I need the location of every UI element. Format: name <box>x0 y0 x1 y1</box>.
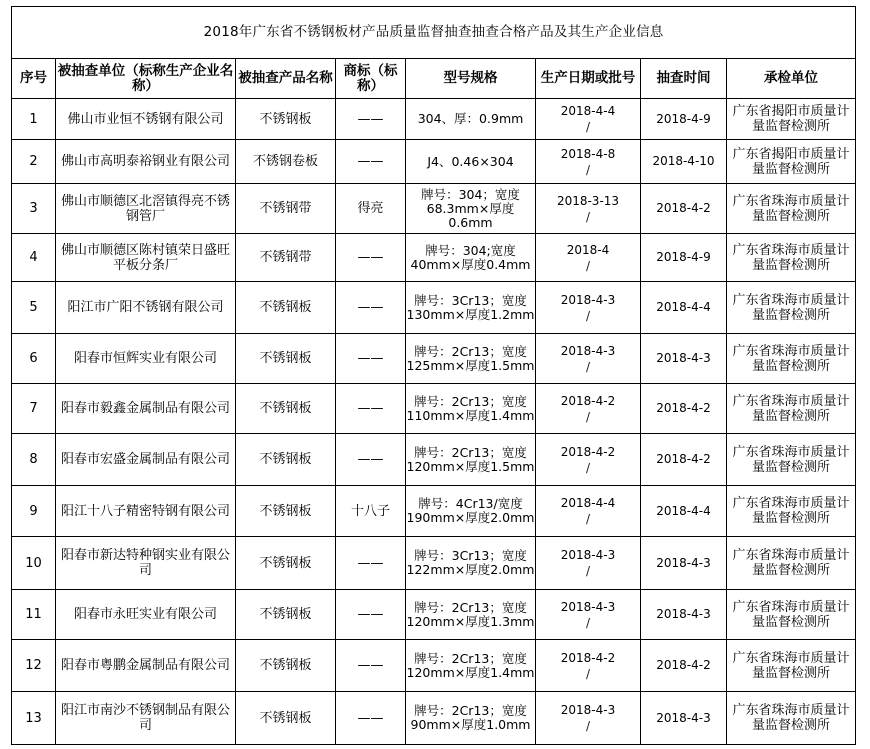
cell-no: 7 <box>12 384 56 434</box>
cell-org: 广东省珠海市质量计量监督检测所 <box>727 234 856 282</box>
cell-product: 不锈钢带 <box>236 234 336 282</box>
cell-brand: —— <box>336 590 406 640</box>
prod-date-value: 2018-4-4 <box>560 104 616 118</box>
prod-date-value: 2018-4-3 <box>560 703 616 717</box>
cell-no: 1 <box>12 99 56 140</box>
cell-product: 不锈钢板 <box>236 640 336 692</box>
header-check-date: 抽查时间 <box>641 59 727 99</box>
cell-no: 13 <box>12 692 56 745</box>
cell-check-date: 2018-4-9 <box>641 234 727 282</box>
cell-org: 广东省珠海市质量计量监督检测所 <box>727 692 856 745</box>
batch-separator: / <box>585 308 591 323</box>
cell-check-date: 2018-4-2 <box>641 434 727 486</box>
table-title: 2018年广东省不锈钢板材产品质量监督抽查抽查合格产品及其生产企业信息 <box>12 7 856 59</box>
cell-prod-date <box>536 99 641 140</box>
cell-org: 广东省揭阳市质量计量监督检测所 <box>727 99 856 140</box>
cell-unit: 佛山市顺德区陈村镇荣日盛旺平板分条厂 <box>56 234 236 282</box>
cell-check-date: 2018-4-2 <box>641 184 727 234</box>
prod-date-value: 2018-3-13 <box>556 193 620 208</box>
cell-unit: 阳江市广阳不锈钢有限公司 <box>56 282 236 334</box>
table-row <box>12 434 856 486</box>
results-table <box>11 6 856 745</box>
cell-check-date: 2018-4-3 <box>641 537 727 590</box>
cell-prod-date <box>536 140 641 184</box>
cell-prod-date <box>536 486 641 537</box>
header-prod-date: 生产日期或批号 <box>536 59 641 99</box>
cell-no: 8 <box>12 434 56 486</box>
prod-date-value: 2018-4-3 <box>560 343 616 358</box>
cell-product: 不锈钢板 <box>236 486 336 537</box>
header-spec: 型号规格 <box>406 59 536 99</box>
cell-product: 不锈钢板 <box>236 384 336 434</box>
cell-org: 广东省珠海市质量计量监督检测所 <box>727 184 856 234</box>
cell-org: 广东省珠海市质量计量监督检测所 <box>727 486 856 537</box>
cell-spec: 牌号：2Cr13；宽度120mm×厚度1.4mm <box>406 640 536 692</box>
header-org: 承检单位 <box>727 59 856 99</box>
cell-product: 不锈钢板 <box>236 334 336 384</box>
prod-date-value: 2018-4-2 <box>560 650 616 665</box>
table-row <box>12 334 856 384</box>
cell-spec: 牌号：2Cr13；宽度110mm×厚度1.4mm <box>406 384 536 434</box>
cell-brand: —— <box>336 282 406 334</box>
cell-org: 广东省揭阳市质量计量监督检测所 <box>727 140 856 184</box>
batch-separator: / <box>585 615 591 630</box>
table-row <box>12 99 856 140</box>
cell-check-date: 2018-4-4 <box>641 486 727 537</box>
table-row <box>12 184 856 234</box>
cell-spec: 牌号：2Cr13；宽度120mm×厚度1.5mm <box>406 434 536 486</box>
cell-product: 不锈钢板 <box>236 282 336 334</box>
cell-check-date: 2018-4-9 <box>641 99 727 140</box>
cell-spec: 牌号：304；宽度68.3mm×厚度0.6mm <box>406 184 536 234</box>
cell-unit: 佛山市业恒不锈钢有限公司 <box>56 99 236 140</box>
cell-unit: 阳春市永旺实业有限公司 <box>56 590 236 640</box>
cell-no: 11 <box>12 590 56 640</box>
cell-no: 10 <box>12 537 56 590</box>
cell-brand: —— <box>336 537 406 590</box>
prod-date-value: 2018-4-3 <box>560 292 616 307</box>
cell-prod-date <box>536 184 641 234</box>
prod-date-value: 2018-4-3 <box>560 599 616 614</box>
cell-spec: J4、0.46×304 <box>406 140 536 184</box>
cell-brand: 十八子 <box>336 486 406 537</box>
cell-spec: 牌号：2Cr13；宽度90mm×厚度1.0mm <box>406 692 536 745</box>
cell-product: 不锈钢板 <box>236 537 336 590</box>
prod-date-value: 2018-4-4 <box>560 496 616 510</box>
table-row <box>12 537 856 590</box>
batch-separator: / <box>585 359 591 374</box>
cell-prod-date <box>536 640 641 692</box>
cell-unit: 阳春市粤鹏金属制品有限公司 <box>56 640 236 692</box>
cell-org: 广东省珠海市质量计量监督检测所 <box>727 537 856 590</box>
cell-check-date: 2018-4-2 <box>641 384 727 434</box>
table-body <box>12 99 856 745</box>
cell-brand: —— <box>336 384 406 434</box>
cell-brand: —— <box>336 640 406 692</box>
table-row <box>12 140 856 184</box>
cell-prod-date <box>536 384 641 434</box>
cell-brand: —— <box>336 692 406 745</box>
cell-check-date: 2018-4-10 <box>641 140 727 184</box>
cell-org: 广东省珠海市质量计量监督检测所 <box>727 590 856 640</box>
cell-brand: —— <box>336 334 406 384</box>
cell-spec: 牌号：2Cr13；宽度120mm×厚度1.3mm <box>406 590 536 640</box>
table-row <box>12 590 856 640</box>
header-no: 序号 <box>12 59 56 99</box>
prod-date-value: 2018-4-3 <box>560 548 616 562</box>
cell-org: 广东省珠海市质量计量监督检测所 <box>727 434 856 486</box>
results-table-container <box>11 6 856 745</box>
cell-unit: 佛山市高明泰裕钢业有限公司 <box>56 140 236 184</box>
table-row <box>12 692 856 745</box>
cell-unit: 阳春市宏盛金属制品有限公司 <box>56 434 236 486</box>
cell-unit: 阳春市新达特种钢实业有限公司 <box>56 537 236 590</box>
cell-org: 广东省珠海市质量计量监督检测所 <box>727 334 856 384</box>
cell-prod-date <box>536 434 641 486</box>
cell-check-date: 2018-4-3 <box>641 334 727 384</box>
header-row <box>12 59 856 99</box>
batch-separator: / <box>585 409 591 424</box>
cell-spec: 304、厚：0.9mm <box>406 99 536 140</box>
cell-org: 广东省珠海市质量计量监督检测所 <box>727 640 856 692</box>
cell-brand: —— <box>336 234 406 282</box>
cell-product: 不锈钢板 <box>236 590 336 640</box>
cell-check-date: 2018-4-2 <box>641 640 727 692</box>
cell-brand: —— <box>336 140 406 184</box>
cell-product: 不锈钢板 <box>236 434 336 486</box>
cell-prod-date <box>536 282 641 334</box>
cell-unit: 阳江十八子精密特钢有限公司 <box>56 486 236 537</box>
header-unit: 被抽查单位（标称生产企业名称） <box>56 59 236 99</box>
batch-separator: / <box>585 719 591 733</box>
batch-separator: / <box>585 666 591 681</box>
cell-brand: —— <box>336 434 406 486</box>
batch-separator: / <box>585 512 591 526</box>
prod-date-value: 2018-4-2 <box>560 444 616 459</box>
cell-unit: 阳春市恒辉实业有限公司 <box>56 334 236 384</box>
cell-spec: 牌号：4Cr13/宽度190mm×厚度2.0mm <box>406 486 536 537</box>
cell-product: 不锈钢板 <box>236 99 336 140</box>
title-row <box>12 7 856 59</box>
table-row <box>12 640 856 692</box>
table-row <box>12 282 856 334</box>
cell-no: 3 <box>12 184 56 234</box>
cell-org: 广东省珠海市质量计量监督检测所 <box>727 384 856 434</box>
cell-unit: 阳江市南沙不锈钢制品有限公司 <box>56 692 236 745</box>
batch-separator: / <box>585 258 591 273</box>
cell-spec: 牌号：3Cr13；宽度122mm×厚度2.0mm <box>406 537 536 590</box>
cell-prod-date <box>536 590 641 640</box>
header-product: 被抽查产品名称 <box>236 59 336 99</box>
batch-separator: / <box>585 209 591 224</box>
table-row <box>12 384 856 434</box>
cell-no: 5 <box>12 282 56 334</box>
header-brand: 商标（标称） <box>336 59 406 99</box>
cell-check-date: 2018-4-3 <box>641 692 727 745</box>
table-row <box>12 234 856 282</box>
cell-prod-date <box>536 334 641 384</box>
batch-separator: / <box>585 120 591 134</box>
prod-date-value: 2018-4 <box>566 242 610 257</box>
cell-no: 4 <box>12 234 56 282</box>
cell-prod-date <box>536 537 641 590</box>
cell-no: 6 <box>12 334 56 384</box>
cell-spec: 牌号：304;宽度40mm×厚度0.4mm <box>406 234 536 282</box>
cell-spec: 牌号：2Cr13；宽度125mm×厚度1.5mm <box>406 334 536 384</box>
cell-no: 9 <box>12 486 56 537</box>
cell-brand: —— <box>336 99 406 140</box>
cell-no: 12 <box>12 640 56 692</box>
batch-separator: / <box>585 162 591 177</box>
cell-prod-date <box>536 234 641 282</box>
table-row <box>12 486 856 537</box>
cell-spec: 牌号：3Cr13；宽度130mm×厚度1.2mm <box>406 282 536 334</box>
batch-separator: / <box>585 564 591 578</box>
cell-brand: 得亮 <box>336 184 406 234</box>
cell-unit: 佛山市顺德区北滘镇得亮不锈钢管厂 <box>56 184 236 234</box>
cell-product: 不锈钢板 <box>236 692 336 745</box>
cell-check-date: 2018-4-4 <box>641 282 727 334</box>
cell-org: 广东省珠海市质量计量监督检测所 <box>727 282 856 334</box>
cell-check-date: 2018-4-3 <box>641 590 727 640</box>
cell-prod-date <box>536 692 641 745</box>
cell-product: 不锈钢卷板 <box>236 140 336 184</box>
batch-separator: / <box>585 460 591 475</box>
cell-product: 不锈钢带 <box>236 184 336 234</box>
prod-date-value: 2018-4-8 <box>560 146 616 161</box>
cell-unit: 阳春市毅鑫金属制品有限公司 <box>56 384 236 434</box>
prod-date-value: 2018-4-2 <box>560 393 616 408</box>
cell-no: 2 <box>12 140 56 184</box>
